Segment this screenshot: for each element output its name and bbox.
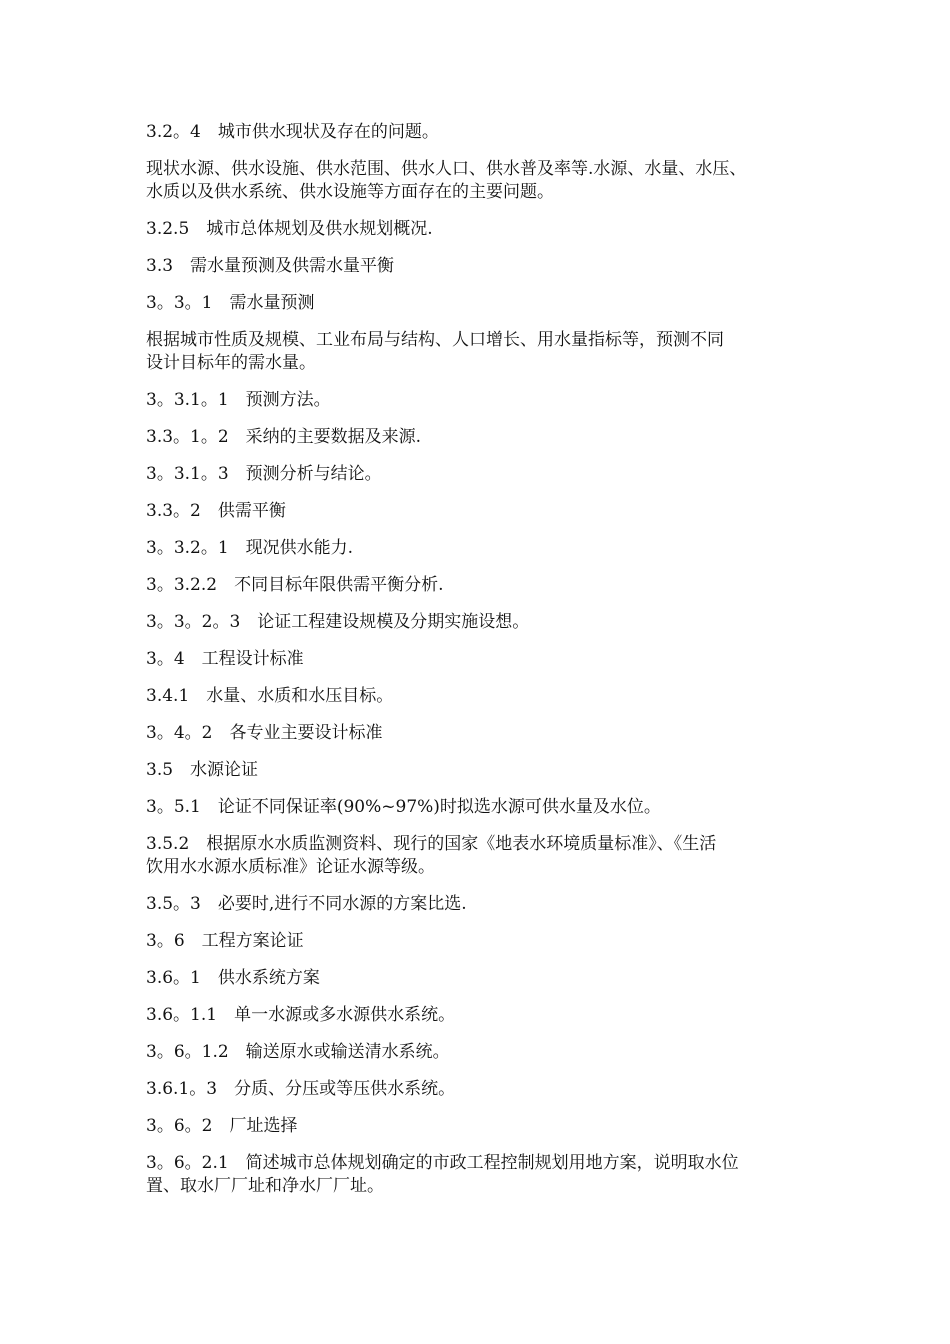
- text-line: 3.4.1 水量、水质和水压目标。: [146, 686, 394, 706]
- heading-3-3-1: [146, 292, 836, 315]
- text-line: 3。3.2。1 现况供水能力.: [146, 538, 354, 558]
- heading-3-5: [146, 759, 836, 782]
- text-line: 3。3。1 需水量预测: [146, 293, 315, 313]
- text-line: 3.3 需水量预测及供需水量平衡: [146, 256, 395, 276]
- document-body: [146, 121, 836, 1212]
- text-line: 根据城市性质及规模、工业布局与结构、人口增长、用水量指标等，预测不同: [146, 330, 724, 350]
- heading-3-4-1: [146, 685, 836, 708]
- heading-3-3-1-1: [146, 389, 836, 412]
- heading-3-5-1: [146, 796, 836, 819]
- text-line: 3。3.2.2 不同目标年限供需平衡分析.: [146, 575, 444, 595]
- text-line: 3.3。1。2 采纳的主要数据及来源.: [146, 427, 422, 447]
- heading-3-6-1: [146, 967, 836, 990]
- text-line: 3.5。3 必要时,进行不同水源的方案比选.: [146, 894, 467, 914]
- heading-3-2-5: [146, 218, 836, 241]
- text-line: 3.5.2 根据原水水质监测资料、现行的国家《地表水环境质量标准》、《生活: [146, 834, 717, 854]
- heading-3-5-3: [146, 893, 836, 916]
- heading-3-3-1-3: [146, 463, 836, 486]
- heading-3-6-2: [146, 1115, 836, 1138]
- heading-3-6-2-1: [146, 1152, 836, 1198]
- heading-3-3-1-2: [146, 426, 836, 449]
- heading-3-4: [146, 648, 836, 671]
- text-line: 水质以及供水系统、供水设施等方面存在的主要问题。: [146, 182, 554, 202]
- text-line: 3.6。1 供水系统方案: [146, 968, 320, 988]
- heading-3-3-2: [146, 500, 836, 523]
- heading-3-3-2-3: [146, 611, 836, 634]
- heading-3-3-2-2: [146, 574, 836, 597]
- text-line: 3。4。2 各专业主要设计标准: [146, 723, 383, 743]
- text-line: 3.6.1。3 分质、分压或等压供水系统。: [146, 1079, 456, 1099]
- text-line: 3。3.1。3 预测分析与结论。: [146, 464, 382, 484]
- heading-3-3-2-1: [146, 537, 836, 560]
- text-line: 3。6。2.1 简述城市总体规划确定的市政工程控制规划用地方案，说明取水位: [146, 1153, 739, 1173]
- heading-3-3: [146, 255, 836, 278]
- text-line: 置、取水厂厂址和净水厂厂址。: [146, 1176, 384, 1196]
- text-line: 3。6。2 厂址选择: [146, 1116, 298, 1136]
- text-line: 3.2。4 城市供水现状及存在的问题。: [146, 122, 439, 142]
- heading-3-6-1-2: [146, 1041, 836, 1064]
- text-line: 设计目标年的需水量。: [146, 353, 316, 373]
- text-line: 3。3。2。3 论证工程建设规模及分期实施设想。: [146, 612, 530, 632]
- text-line: 3.3。2 供需平衡: [146, 501, 286, 521]
- text-line: 3。3.1。1 预测方法。: [146, 390, 331, 410]
- heading-3-6-1-3: [146, 1078, 836, 1101]
- paragraph-demand-forecast: [146, 329, 836, 375]
- text-line: 3。5.1 论证不同保证率(90%~97%)时拟选水源可供水量及水位。: [146, 797, 661, 817]
- heading-3-6-1-1: [146, 1004, 836, 1027]
- text-line: 3。6 工程方案论证: [146, 931, 304, 951]
- heading-3-6: [146, 930, 836, 953]
- heading-3-5-2: [146, 833, 836, 879]
- text-line: 现状水源、供水设施、供水范围、供水人口、供水普及率等.水源、水量、水压、: [146, 159, 747, 179]
- text-line: 3。4 工程设计标准: [146, 649, 304, 669]
- text-line: 3.5 水源论证: [146, 760, 259, 780]
- text-line: 3.2.5 城市总体规划及供水规划概况.: [146, 219, 433, 239]
- heading-3-4-2: [146, 722, 836, 745]
- text-line: 饮用水水源水质标准》论证水源等级。: [146, 857, 435, 877]
- paragraph-status-issues: [146, 158, 836, 204]
- text-line: 3.6。1.1 单一水源或多水源供水系统。: [146, 1005, 456, 1025]
- heading-3-2-4: [146, 121, 836, 144]
- text-line: 3。6。1.2 输送原水或输送清水系统。: [146, 1042, 450, 1062]
